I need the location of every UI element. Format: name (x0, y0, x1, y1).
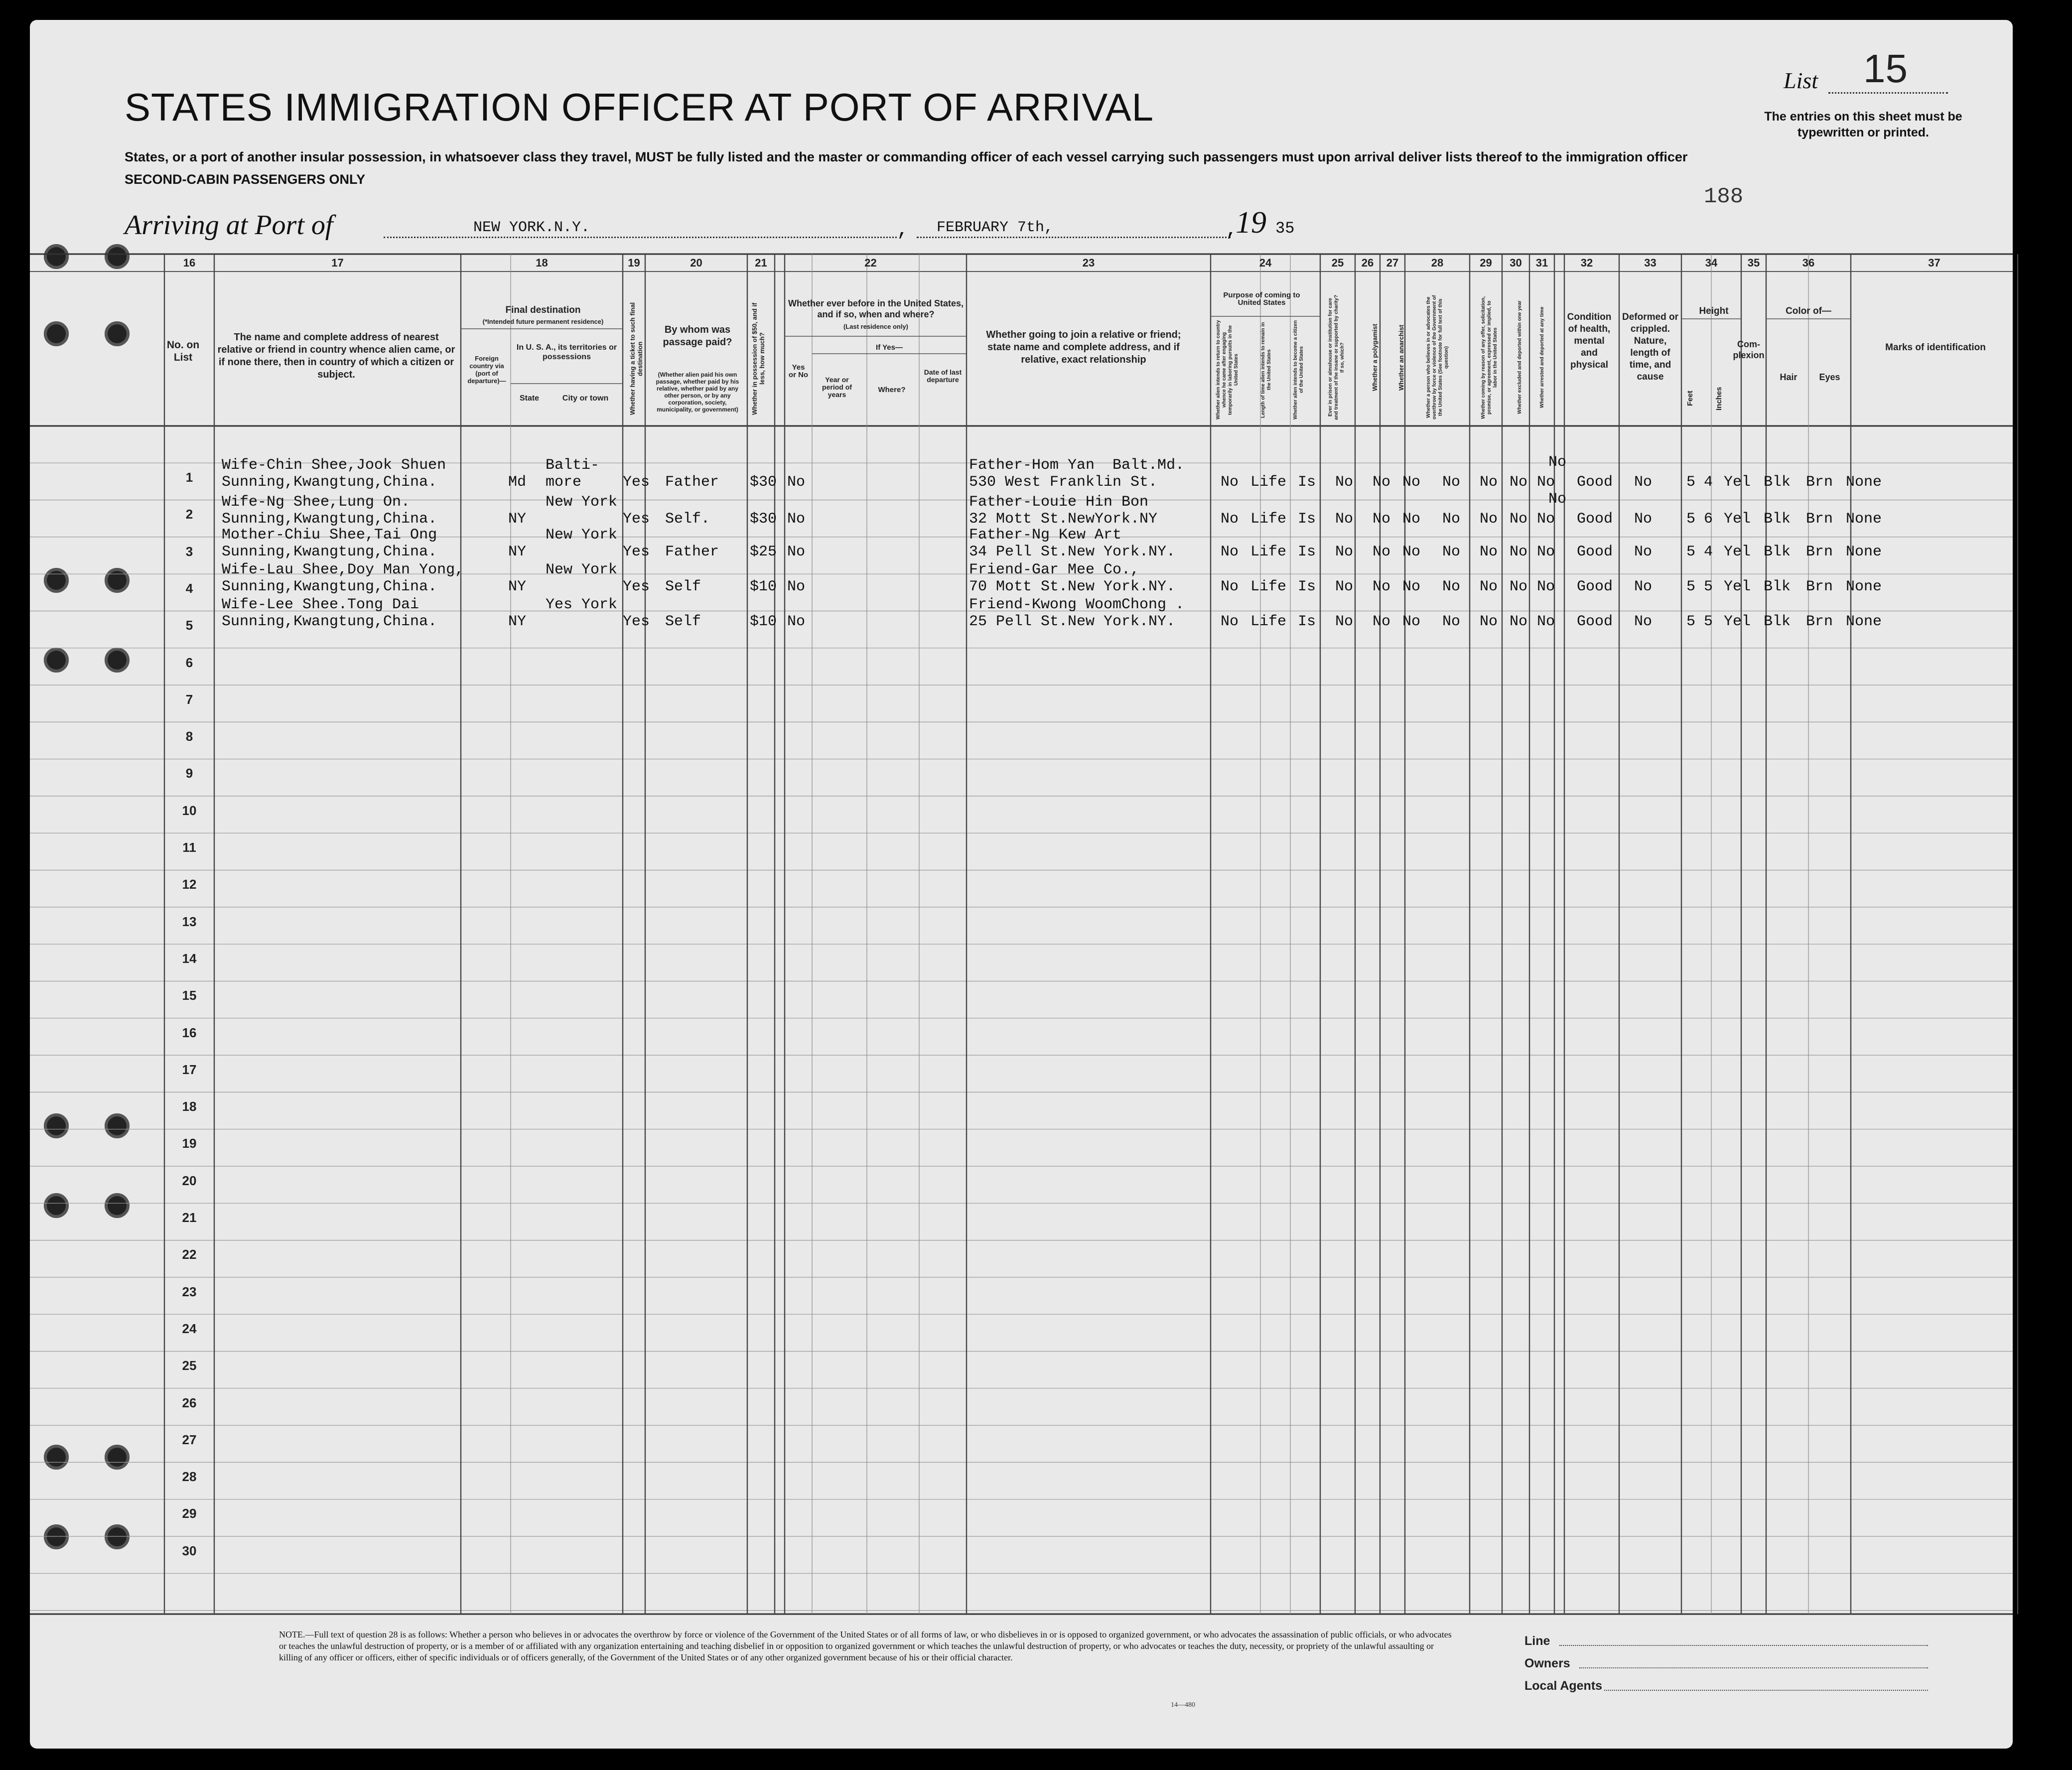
no-on-list-header: No. on List (166, 339, 200, 363)
paid-by-note: (Whether alien paid his own passage, whether paid by his relative, whether paid by any other person, or by any corporation, society, municipality, or government) (656, 371, 739, 413)
entry-health: Good (1577, 474, 1613, 491)
entry-anarchist: No (1402, 544, 1421, 560)
entry-city-1: Yes York (546, 596, 618, 613)
row-number: 26 (182, 1395, 197, 1410)
if-yes-header: If Yes— (876, 343, 903, 352)
entry-feet: 5 (1686, 511, 1696, 528)
entry-q30: No (1510, 578, 1528, 595)
entry-join-2: 32 Mott St.NewYork.NY (969, 511, 1158, 528)
entry-relative-1: Wife-Chin Shee,Jook Shuen (222, 457, 446, 474)
entry-polygamist: No (1373, 544, 1391, 560)
port-value: NEW YORK.N.Y. (473, 219, 590, 236)
health-prefix: No (1548, 491, 1567, 508)
line-label: Line (1524, 1634, 1550, 1648)
row-number: 23 (182, 1284, 197, 1299)
owners-label: Owners (1524, 1656, 1570, 1670)
row-number: 22 (182, 1247, 197, 1262)
entry-q29: No (1480, 511, 1498, 528)
ticket-header: Whether having a ticket to such final destination (629, 302, 644, 415)
column-number: 17 (331, 257, 344, 269)
entry-ticket: Yes (623, 474, 650, 491)
entry-q28: No (1442, 474, 1461, 491)
row-number: 24 (182, 1321, 197, 1336)
entry-join-1: Friend-Gar Mee Co., (969, 561, 1140, 578)
row-number: 17 (182, 1062, 197, 1077)
entry-q28: No (1442, 578, 1461, 595)
entry-join-2: 25 Pell St.New York.NY. (969, 613, 1176, 630)
entry-inches: 4 (1704, 544, 1713, 560)
column-number: 23 (1082, 257, 1095, 269)
column-number: 29 (1480, 257, 1492, 269)
feet-header: Feet (1686, 391, 1694, 407)
paid-by-header: By whom was passage paid? (663, 324, 732, 348)
entry-q29: No (1480, 578, 1498, 595)
where-header: Where? (878, 386, 906, 394)
entry-feet: 5 (1686, 544, 1696, 560)
entry-deformed: No (1634, 511, 1653, 528)
entry-paid-by: Father (665, 544, 719, 560)
entry-q29: No (1480, 474, 1498, 491)
entry-health: Good (1577, 511, 1613, 528)
intro-text: States, or a port of another insular possession, in whatsoever class they travel, MUST be fully listed and the master or commanding officer of each vessel carrying such passengers must upon arrival deliver lists thereof to the immigration officer (125, 149, 1688, 164)
polygamist-header: Whether a polygamist (1371, 323, 1379, 392)
entry-join-1: Father-Hom Yan Balt.Md. (969, 457, 1185, 474)
row-number: 10 (182, 803, 197, 818)
column-number: 32 (1580, 257, 1593, 269)
entry-join-1: Friend-Kwong WoomChong . (969, 596, 1185, 613)
entry-complexion: Yel (1724, 613, 1751, 630)
entry-q30: No (1510, 613, 1528, 630)
row-number: 14 (182, 951, 197, 966)
entry-hair: Blk (1764, 613, 1791, 630)
entry-relative-1: Mother-Chiu Shee,Tai Ong (222, 527, 437, 544)
entry-q30: No (1510, 544, 1528, 560)
entry-hair: Blk (1764, 474, 1791, 491)
row-number: 4 (185, 580, 193, 596)
entry-paid-by: Self (665, 578, 701, 595)
entry-complexion: Yel (1724, 511, 1751, 528)
entry-q29: No (1480, 544, 1498, 560)
row-number: 1 (185, 470, 193, 485)
row-number: 7 (185, 691, 193, 707)
entry-purpose-length: Life (1250, 578, 1287, 595)
entry-city-1: New York (546, 527, 618, 544)
entry-polygamist: No (1373, 474, 1391, 491)
list-number: 15 (1863, 46, 1908, 91)
entry-deformed: No (1634, 544, 1653, 560)
sheet-number: 188 (1704, 184, 1744, 209)
entry-marks: None (1846, 474, 1882, 491)
entry-purpose-return: No (1221, 578, 1239, 595)
color-of-header: Color of— (1786, 306, 1831, 316)
column-number: 28 (1431, 257, 1444, 269)
entry-paid-by: Father (665, 474, 719, 491)
entry-eyes: Brn (1806, 474, 1833, 491)
year-prefix: 19 (1236, 206, 1266, 240)
entry-relative-2: Sunning,Kwangtung,China. (222, 578, 437, 595)
entry-marks: None (1846, 578, 1882, 595)
row-number: 30 (182, 1543, 197, 1558)
entry-polygamist: No (1373, 613, 1391, 630)
entry-marks: None (1846, 511, 1882, 528)
entry-money: $25 (750, 544, 777, 560)
purpose-header: Purpose of coming to United States (1223, 291, 1300, 307)
entry-complexion: Yel (1724, 474, 1751, 491)
row-number: 6 (185, 655, 193, 670)
q31-header: Whether arrested and deported at any time (1539, 306, 1545, 408)
marks-header: Marks of identification (1885, 342, 1986, 353)
entry-before: No (787, 544, 806, 560)
entry-q30: No (1510, 474, 1528, 491)
entry-deformed: No (1634, 578, 1653, 595)
entry-prison: No (1335, 544, 1354, 560)
in-usa-header: In U. S. A., its territories or possessions (516, 343, 617, 361)
entry-join-2: 70 Mott St.New York.NY. (969, 578, 1176, 595)
eyes-header: Eyes (1819, 372, 1840, 382)
entry-purpose-length: Life (1250, 474, 1287, 491)
money-header: Whether in possession of $50, and if less, how much? (751, 302, 766, 415)
year-period-header: Year or period of years (822, 376, 852, 399)
row-number: 12 (182, 877, 197, 892)
entry-ticket: Yes (623, 613, 650, 630)
entry-relative-2: Sunning,Kwangtung,China. (222, 544, 437, 560)
state-header: State (519, 394, 540, 403)
entry-ticket: Yes (623, 544, 650, 560)
entry-complexion: Yel (1724, 578, 1751, 595)
entry-q28: No (1442, 613, 1461, 630)
row-number: 3 (185, 544, 193, 559)
row-number: 18 (182, 1099, 197, 1114)
condition-header: Condition of health, mental and physical (1567, 312, 1612, 370)
entry-city-2: more (546, 474, 582, 491)
entry-purpose-return: No (1221, 544, 1239, 560)
question-28-footnote: NOTE.—Full text of question 28 is as follows: Whether a person who believes in or advocates the overthrow by force or violence of the Government of the United States or of all forms of law, or who disbelieves in or is opposed to organized government, or who advocates the assassination of public officials, or who advocates or teaches the unlawful destruction of property, or is a member of or affiliated with any organization entertaining and teaching disbelief in or opposition to organized government or which teaches the unlawful destruction of property, or who advocates or teaches the duty, necessity, or propriety of the unlawful assaulting or killing of any officer or officers, either of specific individuals or of officers generally, of the Government of the United States or of any other organized government because of his or their official character. (279, 1630, 1452, 1662)
row-number: 20 (182, 1173, 197, 1188)
column-number: 34 (1705, 257, 1718, 269)
entry-purpose-citizen: Is (1298, 544, 1316, 560)
entry-state: NY (508, 544, 527, 560)
entry-polygamist: No (1373, 578, 1391, 595)
local-agents-field (1604, 1690, 1928, 1691)
column-number: 22 (864, 257, 877, 269)
before-in-us-header: Whether ever before in the United States, and if so, when and where? (788, 298, 964, 319)
entry-relative-2: Sunning,Kwangtung,China. (222, 474, 437, 491)
entry-purpose-length: Life (1250, 544, 1287, 560)
entry-feet: 5 (1686, 613, 1696, 630)
entry-purpose-return: No (1221, 511, 1239, 528)
local-agents-label: Local Agents (1524, 1679, 1603, 1693)
entry-q31: No (1537, 613, 1555, 630)
entry-purpose-return: No (1221, 474, 1239, 491)
entry-ticket: Yes (623, 511, 650, 528)
entry-prison: No (1335, 474, 1354, 491)
entry-city-1: New York (546, 561, 618, 578)
final-destination-header: Final destination (505, 305, 581, 315)
entry-money: $30 (750, 474, 777, 491)
yes-or-no-header: Yes or No (788, 363, 809, 379)
entry-hair: Blk (1764, 544, 1791, 560)
entry-inches: 4 (1704, 474, 1713, 491)
entry-state: NY (508, 613, 527, 630)
column-number: 16 (183, 257, 196, 269)
final-destination-note: (*Intended future permanent residence) (482, 318, 604, 325)
foreign-country-header: Foreign country via (port of departure)— (467, 355, 506, 385)
line-field (1559, 1645, 1928, 1646)
date-value: FEBRUARY 7th, (937, 219, 1054, 236)
anarchist-header: Whether an anarchist (1397, 324, 1405, 391)
entry-before: No (787, 578, 806, 595)
entry-state: NY (508, 511, 527, 528)
entry-purpose-length: Life (1250, 511, 1287, 528)
entry-anarchist: No (1402, 474, 1421, 491)
entry-purpose-citizen: Is (1298, 474, 1316, 491)
joining-relative-header: Whether going to join a relative or friend; state name and complete address, and if relative, exact relationship (986, 329, 1181, 365)
year-suffix: 35 (1275, 219, 1295, 238)
list-label: List (1784, 68, 1818, 93)
entry-purpose-return: No (1221, 613, 1239, 630)
row-number: 15 (182, 988, 197, 1003)
row-number: 8 (185, 729, 193, 744)
entry-relative-2: Sunning,Kwangtung,China. (222, 511, 437, 528)
purpose-return-header: Whether alien intends to return to country whence he came after engaging temporarily in laboring pursuits in the United States (1216, 320, 1239, 420)
row-number: 16 (182, 1025, 197, 1040)
entry-marks: None (1846, 544, 1882, 560)
entry-inches: 5 (1704, 578, 1713, 595)
passenger-class: SECOND-CABIN PASSENGERS ONLY (125, 172, 366, 187)
column-number: 30 (1510, 257, 1522, 269)
health-prefix: No (1548, 454, 1567, 471)
entry-q31: No (1537, 511, 1555, 528)
city-header: City or town (562, 394, 609, 403)
form-number: 14—480 (1171, 1701, 1195, 1709)
row-number: 11 (182, 840, 196, 855)
entry-hair: Blk (1764, 511, 1791, 528)
column-number: 24 (1259, 257, 1272, 269)
entry-marks: None (1846, 613, 1882, 630)
row-number: 13 (182, 914, 197, 929)
column-number: 19 (628, 257, 640, 269)
row-number: 21 (182, 1210, 197, 1225)
deformed-header: Deformed or crippled. Nature, length of time, and cause (1622, 312, 1678, 382)
entry-prison: No (1335, 511, 1354, 528)
q28-header: Whether a person who believes in or advocates the overthrow by force or violence of the Government of the United States (See footnote for full text of this question) (1426, 295, 1449, 420)
entry-before: No (787, 474, 806, 491)
entry-anarchist: No (1402, 511, 1421, 528)
typewritten-note: The entries on this sheet must be typewritten or printed. (1764, 110, 1962, 139)
row-number: 5 (185, 618, 193, 633)
arriving-label: Arriving at Port of (125, 210, 333, 241)
entry-inches: 6 (1704, 511, 1713, 528)
entry-state: NY (508, 578, 527, 595)
column-number: 36 (1802, 257, 1815, 269)
entry-paid-by: Self (665, 613, 701, 630)
row-number: 19 (182, 1136, 197, 1151)
column-number: 35 (1747, 257, 1760, 269)
entry-paid-by: Self. (665, 511, 710, 528)
column-number: 25 (1331, 257, 1344, 269)
entry-purpose-citizen: Is (1298, 578, 1316, 595)
inches-header: Inches (1715, 387, 1723, 410)
entry-state: Md (508, 474, 527, 491)
entry-prison: No (1335, 578, 1354, 595)
entry-city-1: New York (546, 494, 618, 511)
column-number: 20 (690, 257, 702, 269)
entry-polygamist: No (1373, 511, 1391, 528)
entry-health: Good (1577, 544, 1613, 560)
last-departure-header: Date of last departure (924, 368, 962, 384)
row-number: 25 (182, 1358, 197, 1373)
hair-header: Hair (1780, 372, 1797, 382)
entry-deformed: No (1634, 474, 1653, 491)
entry-q31: No (1537, 474, 1555, 491)
column-number: 33 (1644, 257, 1657, 269)
nearest-relative-header: The name and complete address of nearest relative or friend in country whence alien came, or if none there, then in country of which a citizen or subject. (217, 332, 455, 380)
before-in-us-note: (Last residence only) (843, 323, 909, 330)
entry-hair: Blk (1764, 578, 1791, 595)
entry-feet: 5 (1686, 474, 1696, 491)
purpose-citizen-header: Whether alien intends to become a citizen of the United States (1293, 320, 1304, 419)
entry-health: Good (1577, 578, 1613, 595)
entry-feet: 5 (1686, 578, 1696, 595)
entry-join-1: Father-Louie Hin Bon (969, 494, 1149, 511)
entry-q30: No (1510, 511, 1528, 528)
q30-header: Whether excluded and deported within one year (1517, 300, 1522, 414)
q29-header: Whether coming by reason of any offer, solicitation, promise, or agreement, expressed or implied, to labor in the United States (1481, 296, 1498, 419)
entry-eyes: Brn (1806, 578, 1833, 595)
entry-money: $10 (750, 578, 777, 595)
row-number: 2 (185, 507, 193, 522)
entry-purpose-citizen: Is (1298, 511, 1316, 528)
entry-relative-1: Wife-Lee Shee.Tong Dai (222, 596, 419, 613)
entry-money: $10 (750, 613, 777, 630)
row-number: 28 (182, 1469, 197, 1485)
entry-relative-1: Wife-Ng Shee,Lung On. (222, 494, 411, 511)
entry-q28: No (1442, 511, 1461, 528)
entry-city-1: Balti- (546, 457, 600, 474)
column-number: 26 (1361, 257, 1374, 269)
entry-health: Good (1577, 613, 1613, 630)
entry-relative-2: Sunning,Kwangtung,China. (222, 613, 437, 630)
entry-purpose-length: Life (1250, 613, 1287, 630)
entry-deformed: No (1634, 613, 1653, 630)
entry-eyes: Brn (1806, 613, 1833, 630)
entry-purpose-citizen: Is (1298, 613, 1316, 630)
column-number: 31 (1535, 257, 1548, 269)
row-number: 29 (182, 1506, 197, 1521)
entry-prison: No (1335, 613, 1354, 630)
entry-anarchist: No (1402, 578, 1421, 595)
entry-money: $30 (750, 511, 777, 528)
column-number: 27 (1386, 257, 1399, 269)
entry-anarchist: No (1402, 613, 1421, 630)
entry-ticket: Yes (623, 578, 650, 595)
entry-q31: No (1537, 544, 1555, 560)
prison-header: Ever in prison or almshouse or institution for care and treatment of the insane or supported by charity? If so, which? (1328, 294, 1345, 420)
entry-before: No (787, 511, 806, 528)
entry-join-2: 530 West Franklin St. (969, 474, 1158, 491)
entry-join-1: Father-Ng Kew Art (969, 527, 1122, 544)
entry-inches: 5 (1704, 613, 1713, 630)
complexion-header: Com-plexion (1733, 339, 1765, 360)
purpose-length-header: Length of time alien intends to remain in the United States (1260, 322, 1272, 418)
entry-join-2: 34 Pell St.New York.NY. (969, 544, 1176, 560)
entry-eyes: Brn (1806, 511, 1833, 528)
row-number: 9 (185, 766, 193, 781)
height-header: Height (1699, 306, 1729, 316)
column-number: 18 (536, 257, 548, 269)
entry-complexion: Yel (1724, 544, 1751, 560)
entry-before: No (787, 613, 806, 630)
entry-relative-1: Wife-Lau Shee,Doy Man Yong, (222, 561, 464, 578)
entry-q28: No (1442, 544, 1461, 560)
entry-q29: No (1480, 613, 1498, 630)
entry-eyes: Brn (1806, 544, 1833, 560)
owners-field (1579, 1667, 1928, 1668)
column-number: 37 (1928, 257, 1940, 269)
column-number: 21 (755, 257, 767, 269)
row-number: 27 (182, 1432, 197, 1447)
page-title: STATES IMMIGRATION OFFICER AT PORT OF ARRIVAL (125, 85, 1154, 129)
entry-q31: No (1537, 578, 1555, 595)
